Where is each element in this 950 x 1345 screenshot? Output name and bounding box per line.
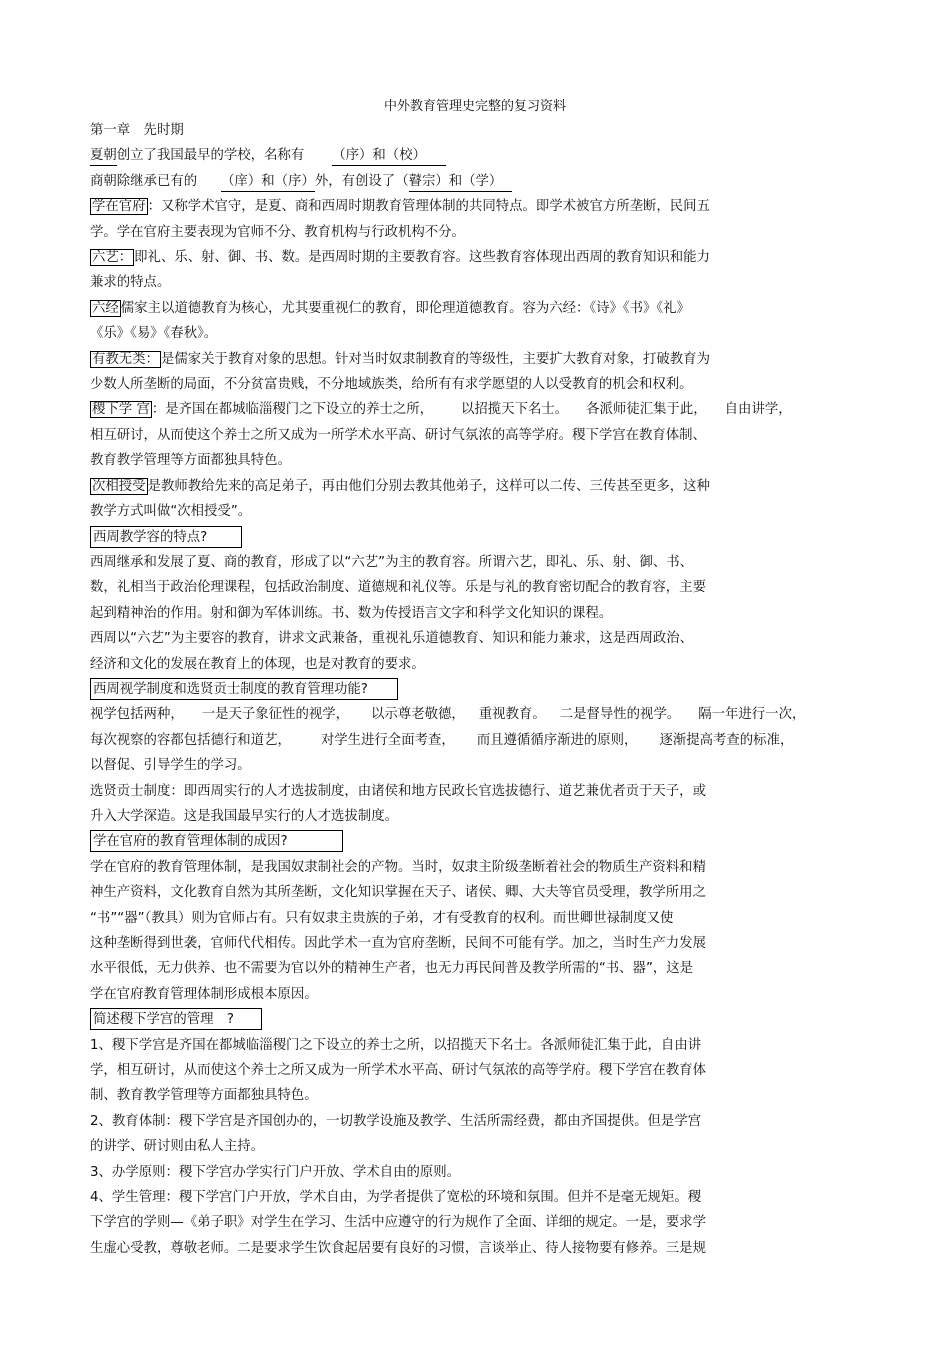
q3-line: 水平很低，无力供养、也不需要为官以外的精神生产者，也无力再民间普及教学所需的“书、器”，这是 (90, 961, 694, 977)
q2-text: 一是天子象征性的视学， (201, 707, 350, 723)
q1-line: 西周以“六艺”为主要容的教育，讲求文武兼备，重视礼乐道德教育、知识和能力兼求，这是西周政治、 (90, 631, 694, 647)
term-ji-xia-xue-gong: 稷下学 宫 (92, 402, 150, 418)
shang-line (90, 169, 860, 194)
q2-text: 隔一年进行一次， (698, 707, 806, 723)
jixia-text-b: 以招揽天下名士。 (461, 402, 569, 418)
question-heading-3: 学在官府的教育管理体制的成因? (90, 830, 343, 852)
q2-line-2 (90, 728, 860, 753)
jixia-line-1 (90, 397, 860, 422)
q1-line: 数，礼相当于政治伦理课程，包括政治制度、道德规和礼仪等。乐是与礼的教育密切配合的教育容，主要 (90, 580, 706, 596)
term-xia: 夏朝 (90, 146, 117, 166)
liujing-line-2: 《乐》《易》《春秋》。 (90, 326, 218, 342)
q2-text: 重视教育。 (478, 707, 546, 723)
ywwl-line-2: 少数人所垄断的局面，不分贫富贵贱，不分地域族类，给所有有求学愿望的人以受教育的机会和权利。 (90, 377, 693, 393)
cxss-text: 是教师教给先来的高足弟子，再由他们分别去教其他弟子，这样可以二传、三传甚至更多，这种 (147, 478, 710, 494)
shang-answer-2: 瞽宗）和（学） (409, 172, 513, 192)
q2-line-4: 选贤贡士制度：即西周实行的人才选拔制度，由诸侯和地方民政长官选拔德行、道艺兼优者贡于天子，或 (90, 783, 706, 799)
q4-line: 1、稷下学宫是齐国在都城临淄稷门之下设立的养士之所，以招揽天下名士。各派师徒汇集于此，自由讲 (90, 1037, 702, 1053)
term-xue-zai-guan-fu: 学在官府 (92, 199, 146, 215)
term-liu-yi: 六艺： (92, 250, 133, 266)
jixia-line-2: 相互研讨，从而使这个养士之所又成为一所学术水平高、研讨气氛浓的高等学府。稷下学宫在教育体制、 (90, 427, 706, 443)
ywwl-line-1 (90, 347, 860, 372)
q4-line: 4、学生管理：稷下学宫门户开放，学术自由，为学者提供了宽松的环境和氛围。但并不是毫无规矩。稷 (90, 1190, 702, 1206)
q2-text: 以示尊老敬德， (371, 707, 465, 723)
xzgf-line-2: 学。学在官府主要表现为官师不分、教育机构与行政机构不分。 (90, 224, 465, 240)
q4-line: 制、教育教学管理等方面都独具特色。 (90, 1088, 318, 1104)
q2-text: 二是督导性的视学。 (559, 707, 681, 723)
chapter-heading: 第一章 先时期 (90, 123, 184, 138)
q4-line: 下学宫的学则—《弟子职》对学生在学习、生活中应遵守的行为规作了全面、详细的规定。一是，要求学 (90, 1215, 706, 1231)
xia-answer: （序）和（校） (332, 146, 446, 166)
q4-line: 学，相互研讨，从而使这个养士之所又成为一所学术水平高、研讨气氛浓的高等学府。稷下学宫在教育体 (90, 1063, 706, 1079)
question-heading-4: 简述稷下学宫的管理 ? (90, 1008, 262, 1030)
q4-line: 生虚心受教，尊敬老师。二是要求学生饮食起居要有良好的习惯，言谈举止、待人接物要有修养。三是规 (90, 1240, 706, 1256)
document-title: 中外教育管理史完整的复习资料 (383, 99, 566, 114)
q4-line: 3、办学原则：稷下学宫办学实行门户开放、学术自由的原则。 (90, 1164, 461, 1180)
document-body (90, 118, 860, 1261)
liuyi-text: 即礼、乐、射、御、书、数。是西周时期的主要教育容。这些教育容体现出西周的教育知识和能力 (134, 250, 710, 266)
question-heading-1: 西周教学容的特点? (90, 526, 242, 548)
xia-line (90, 143, 860, 168)
jixia-line-3: 教育教学管理等方面都独具特色。 (90, 453, 291, 469)
liujing-line-1 (90, 296, 860, 321)
q1-line: 西周继承和发展了夏、商的教育，形成了以“六艺”为主的教育容。所谓六艺，即礼、乐、射、御、书、 (90, 554, 694, 570)
q2-line-3: 以督促、引导学生的学习。 (90, 758, 251, 774)
shang-text-1: 商朝除继承已有的 (90, 173, 198, 189)
q2-text: 逐渐提高考查的标准， (659, 732, 794, 748)
liujing-text: 儒家主以道德教育为核心，尤其要重视仁的教育，即伦理道德教育。容为六经：《诗》《书》《礼》 (120, 300, 690, 316)
q4-line: 2、教育体制：稷下学宫是齐国创办的，一切教学设施及教学、生活所需经费，都由齐国提供。但是学宫 (90, 1113, 702, 1129)
ywwl-text: 是儒家关于教育对象的思想。针对当时奴隶制教育的等级性，主要扩大教育对象，打破教育为 (160, 351, 710, 367)
question-heading-2: 西周视学制度和选贤贡士制度的教育管理功能? (90, 678, 398, 700)
q1-line: 经济和文化的发展在教育上的体现，也是对教育的要求。 (90, 656, 425, 672)
q2-text: 每次视察的容都包括德行和道艺， (90, 732, 291, 748)
q2-text: 视学包括两种， (90, 707, 184, 723)
xia-text: 创立了我国最早的学校，名称有 (116, 148, 305, 164)
q3-line: 学在官府教育管理体制形成根本原因。 (90, 986, 318, 1002)
liuyi-line-2: 兼求的特点。 (90, 275, 171, 291)
q3-line: 学在官府的教育管理体制，是我国奴隶制社会的产物。当时，奴隶主阶级垄断着社会的物质生产资料和精 (90, 859, 706, 875)
shang-answer-1: （庠）和（序） (221, 172, 315, 192)
liuyi-line-1 (90, 245, 860, 270)
q2-text: 对学生进行全面考查， (320, 732, 455, 748)
term-ci-xiang-shou-shou: 次相授受 (92, 478, 146, 494)
jixia-text-c: 各派师徒汇集于此， (586, 402, 707, 418)
q4-line: 的讲学、研讨则由私人主持。 (90, 1139, 265, 1155)
xzgf-line-1 (90, 194, 860, 219)
q3-line: 这种垄断得到世袭，官师代代相传。因此学术一直为官府垄断，民间不可能有学。加之，当时生产力发展 (90, 936, 706, 951)
q1-line: 起到精神治的作用。射和御为军体训练。书、数为传授语言文字和科学文化知识的课程。 (90, 605, 613, 621)
jixia-text-d: 自由讲学， (724, 402, 792, 418)
jixia-text-a: ：是齐国在都城临淄稷门之下设立的养士之所， (151, 402, 434, 418)
xzgf-text: ：又称学术官守，是夏、商和西周时期教育管理体制的共同特点。即学术被官方所垄断，民间五 (147, 199, 710, 215)
q3-line: “书”“器”（教具）则为官师占有。只有奴隶主贵族的子弟，才有受教育的权利。而世卿世禄制度又使 (90, 910, 674, 926)
term-liu-jing: 六经 (92, 300, 119, 316)
cxss-line-2: 教学方式叫做“次相授受”。 (90, 504, 252, 520)
q2-text: 而且遵循循序渐进的原则， (476, 732, 638, 748)
cxss-line-1 (90, 474, 860, 499)
term-you-jiao-wu-lei: 有教无类： (92, 351, 159, 367)
q3-line: 神生产资料，文化教育自然为其所垄断，文化知识掌握在天子、诸侯、卿、大夫等官员受理，教学所用之 (90, 885, 706, 901)
q2-line-5: 升入大学深造。这是我国最早实行的人才选拔制度。 (90, 808, 398, 824)
q2-line-1 (90, 702, 860, 727)
shang-text-2: 外，有创设了（ (314, 173, 409, 189)
